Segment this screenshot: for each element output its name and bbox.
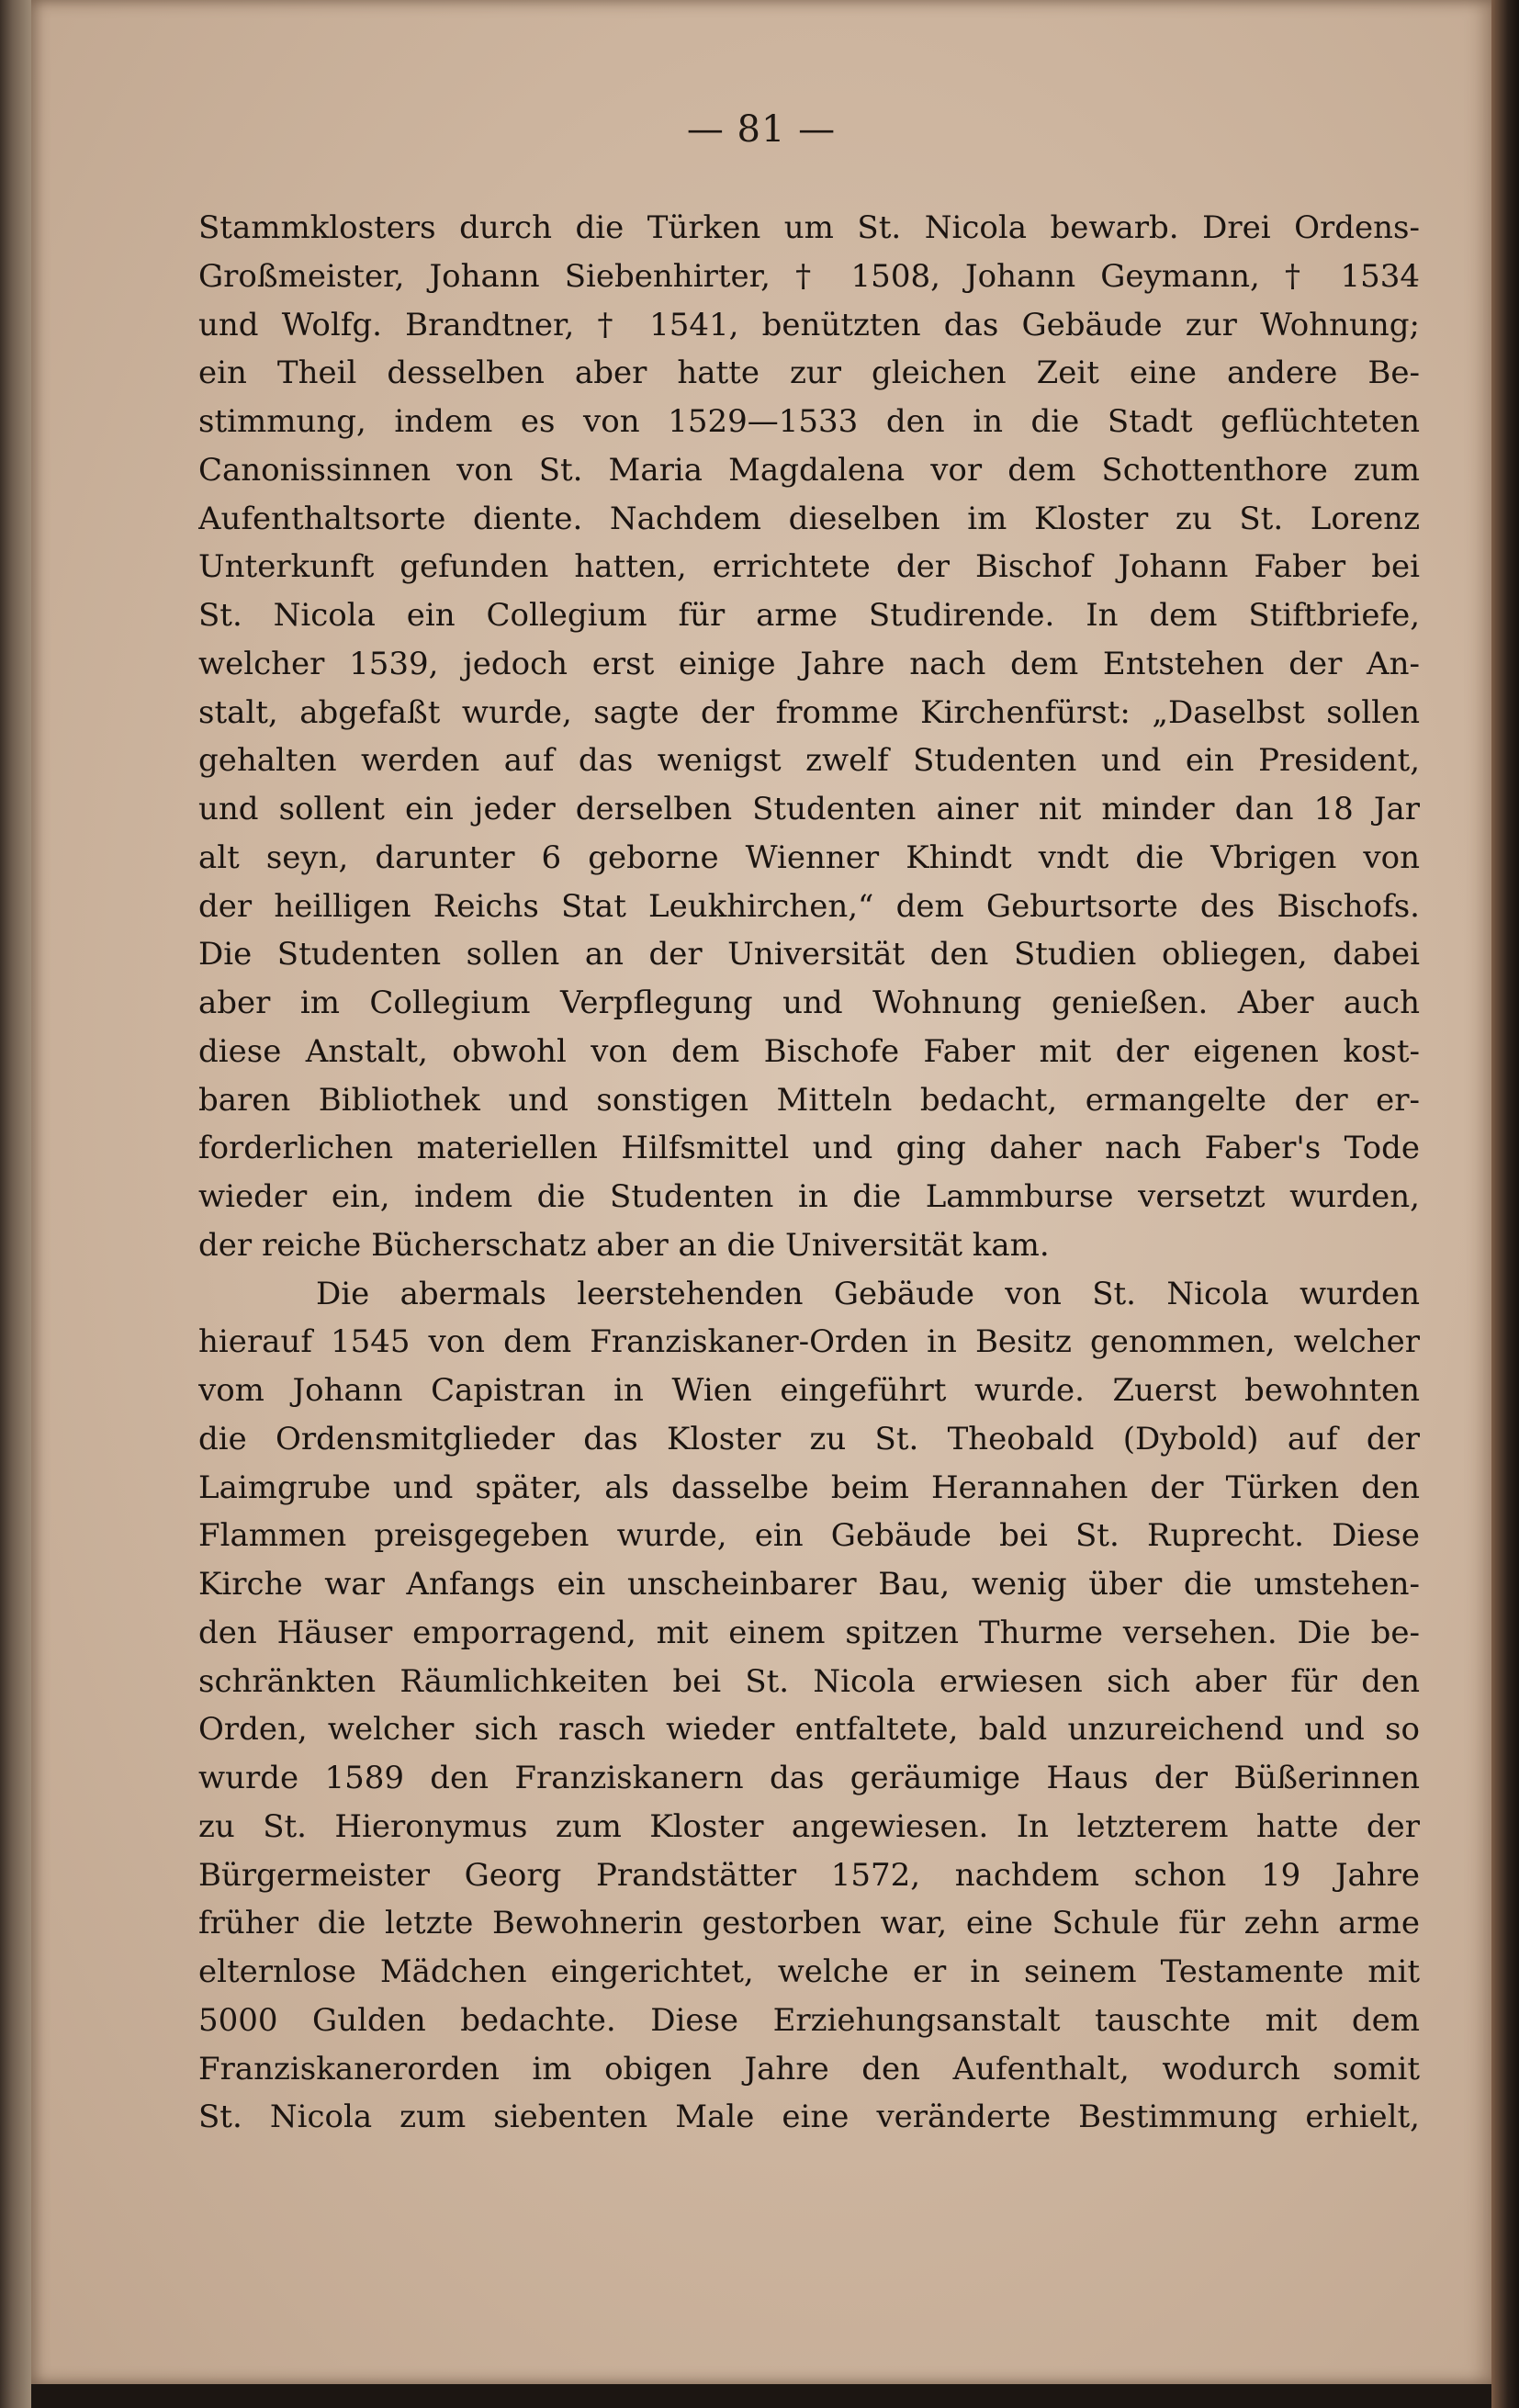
text-line: elternlose Mädchen eingerichtet, welche er in seinem Testamente mit [198,1953,1420,1990]
text-line: der reiche Bücherschatz aber an die Universität kam. [198,1226,1050,1264]
text-line: aber im Collegium Verpflegung und Wohnung genießen. Aber auch [198,985,1420,1021]
text-line: Flammen preisgegeben wurde, ein Gebäude bei St. Ruprecht. Diese [198,1517,1420,1555]
text-line: Die abermals leerstehenden Gebäude von St. Nicola wurden [316,1275,1420,1312]
text-line: alt seyn, darunter 6 geborne Wienner Khindt vndt die Vbrigen von [198,838,1420,876]
text-line: und sollent ein jeder derselben Studenten ainer nit minder dan 18 Jar [198,791,1420,827]
text-line: und Wolfg. Brandtner, † 1541, benützten das Gebäude zur Wohnung; [198,306,1420,343]
text-line: diese Anstalt, obwohl von dem Bischofe Faber mit der eigenen kost- [198,1032,1420,1070]
text-line: welcher 1539, jedoch erst einige Jahre nach dem Entstehen der An- [198,645,1420,682]
text-line: 5000 Gulden bedachte. Diese Erziehungsanstalt tauschte mit dem [198,2001,1420,2039]
page-number: — 81 — [686,108,837,151]
text-line: den Häuser emporragend, mit einem spitzen Thurme versehen. Die be- [198,1614,1420,1651]
scan-right-edge [1491,0,1519,2408]
text-line: Kirche war Anfangs ein unscheinbarer Bau, wenig über die umstehen- [198,1566,1420,1603]
text-line: Bürgermeister Georg Prandstätter 1572, nachdem schon 19 Jahre [198,1856,1420,1894]
text-line: gehalten werden auf das wenigst zwelf Studenten und ein President, [198,742,1420,780]
text-line: Laimgrube und später, als dasselbe beim Herannahen der Türken den [198,1468,1420,1506]
text-line: stalt, abgefaßt wurde, sagte der fromme Kirchenfürst: „Daselbst sollen [198,693,1420,731]
text-line: früher die letzte Bewohnerin gestorben war, eine Schule für zehn arme [198,1905,1420,1942]
text-line: Aufenthaltsorte diente. Nachdem dieselben im Kloster zu St. Lorenz [198,500,1420,537]
text-line: forderlichen materiellen Hilfsmittel und ging daher nach Faber's Tode [198,1130,1420,1167]
text-line: Orden, welcher sich rasch wieder entfaltete, bald unzureichend und so [198,1711,1420,1749]
text-line: Die Studenten sollen an der Universität den Studien obliegen, dabei [198,936,1420,973]
text-line: wurde 1589 den Franziskanern das geräumige Haus der Büßerinnen [198,1760,1420,1796]
text-line: Unterkunft gefunden hatten, errichtete der Bischof Johann Faber bei [198,548,1420,586]
text-line: die Ordensmitglieder das Kloster zu St. Theobald (Dybold) auf der [198,1420,1420,1457]
text-line: Großmeister, Johann Siebenhirter, † 1508, Johann Geymann, † 1534 [198,257,1420,295]
text-line: Stammklosters durch die Türken um St. Nicola bewarb. Drei Ordens- [198,209,1420,246]
text-line: stimmung, indem es von 1529—1533 den in die Stadt geflüchteten [198,403,1420,440]
text-line: St. Nicola ein Collegium für arme Studirende. In dem Stiftbriefe, [198,597,1420,634]
book-page [31,0,1491,2384]
text-line: der heilligen Reichs Stat Leukhirchen,“ dem Geburtsorte des Bischofs. [198,887,1420,925]
text-line: baren Bibliothek und sonstigen Mitteln bedacht, ermangelte der er- [198,1081,1420,1119]
text-line: wieder ein, indem die Studenten in die Lammburse versetzt wurden, [198,1178,1420,1215]
text-line: Canonissinnen von St. Maria Magdalena vor dem Schottenthore zum [198,451,1420,489]
text-line: hierauf 1545 von dem Franziskaner-Orden in Besitz genommen, welcher [198,1323,1420,1361]
text-line: vom Johann Capistran in Wien eingeführt wurde. Zuerst bewohnten [198,1372,1420,1409]
text-line: ein Theil desselben aber hatte zur gleichen Zeit eine andere Be- [198,354,1420,392]
text-line: zu St. Hieronymus zum Kloster angewiesen. In letzterem hatte der [198,1807,1420,1845]
text-line: schränkten Räumlichkeiten bei St. Nicola erwiesen sich aber für den [198,1662,1420,1700]
text-line: Franziskanerorden im obigen Jahre den Aufenthalt, wodurch somit [198,2050,1420,2087]
scan-left-edge [0,0,31,2408]
body-text [198,204,1420,2142]
text-line: St. Nicola zum siebenten Male eine veränderte Bestimmung erhielt, [198,2099,1420,2136]
